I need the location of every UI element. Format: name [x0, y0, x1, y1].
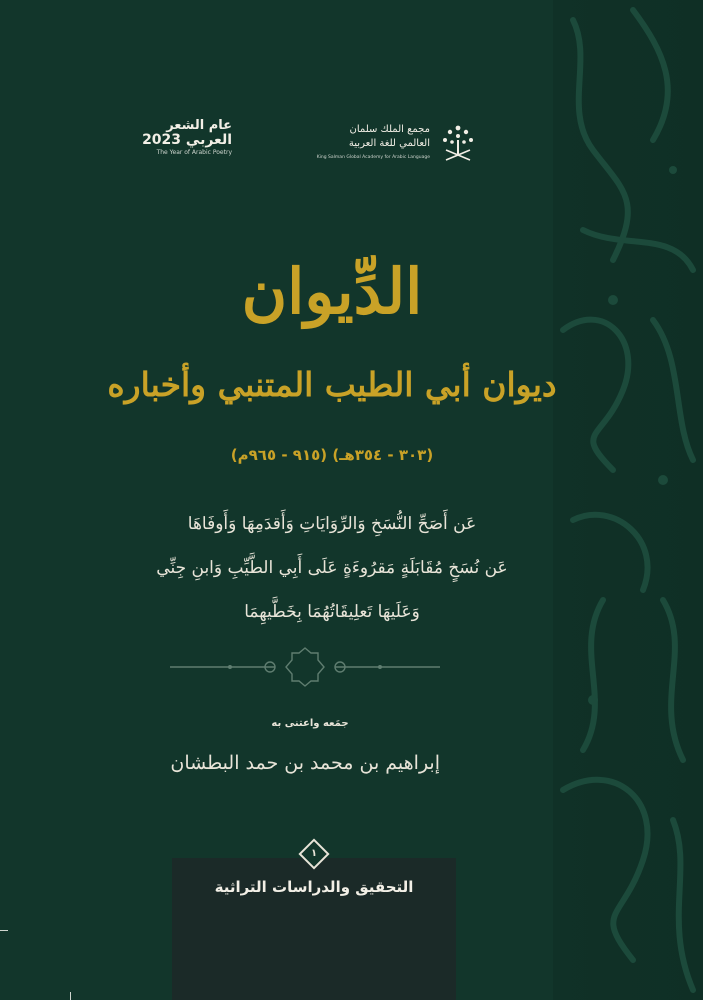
description-line: عَن نُسَخٍ مُقَابَلَةٍ مَقرُوءَةٍ عَلَى أَبِي الطَّيِّبِ وَابنِ جِنِّي: [156, 558, 508, 578]
ornament-divider-icon: [170, 640, 440, 694]
calligraphy-decoration: [553, 0, 703, 1000]
description-line: عَن أَصَحِّ النُّسَخِ وَالرِّوَايَاتِ وَأَقدَمِهَا وَأَوفَاهَا: [187, 514, 477, 534]
academy-logo-english: King Salman Global Academy for Arabic Language: [316, 155, 430, 160]
academy-logo-arabic-1: مجمع الملك سلمان: [349, 124, 430, 135]
palm-swords-emblem-icon: [436, 122, 480, 166]
series-number: ١: [310, 848, 318, 859]
editor-name: إبراهيم بن محمد بن حمد البطشان: [170, 752, 440, 774]
crop-mark: [0, 930, 8, 931]
series-label: التحقيق والدراسات التراثية: [214, 878, 414, 896]
year-of-arabic-poetry-logo: [142, 118, 232, 157]
book-title: الدِّيوان: [241, 255, 423, 328]
book-description: [150, 502, 514, 634]
poetry-logo-arabic-2: العربي 2023: [142, 132, 232, 148]
description-line: وَعَلَيهَا تَعلِيقَاتُهُمَا بِخَطَّيهِمَا: [244, 602, 420, 622]
crop-mark: [70, 992, 71, 1000]
calligraphy-pattern-icon: [553, 0, 703, 1000]
book-subtitle: ديوان أبي الطيب المتنبي وأخباره: [107, 365, 557, 404]
king-salman-academy-logo: [318, 122, 488, 168]
header-logos: [0, 118, 560, 170]
compiled-by-label: جمَعه واعتنى به: [271, 718, 349, 729]
poetry-logo-arabic-1: عام الشعر: [166, 118, 232, 133]
academy-logo-arabic-2: العالمي للغة العربية: [348, 138, 430, 149]
book-dates: (٣٠٣ - ٣٥٤هـ) (٩١٥ - ٩٦٥م): [230, 446, 434, 464]
poetry-logo-english: The Year of Arabic Poetry: [156, 149, 232, 156]
